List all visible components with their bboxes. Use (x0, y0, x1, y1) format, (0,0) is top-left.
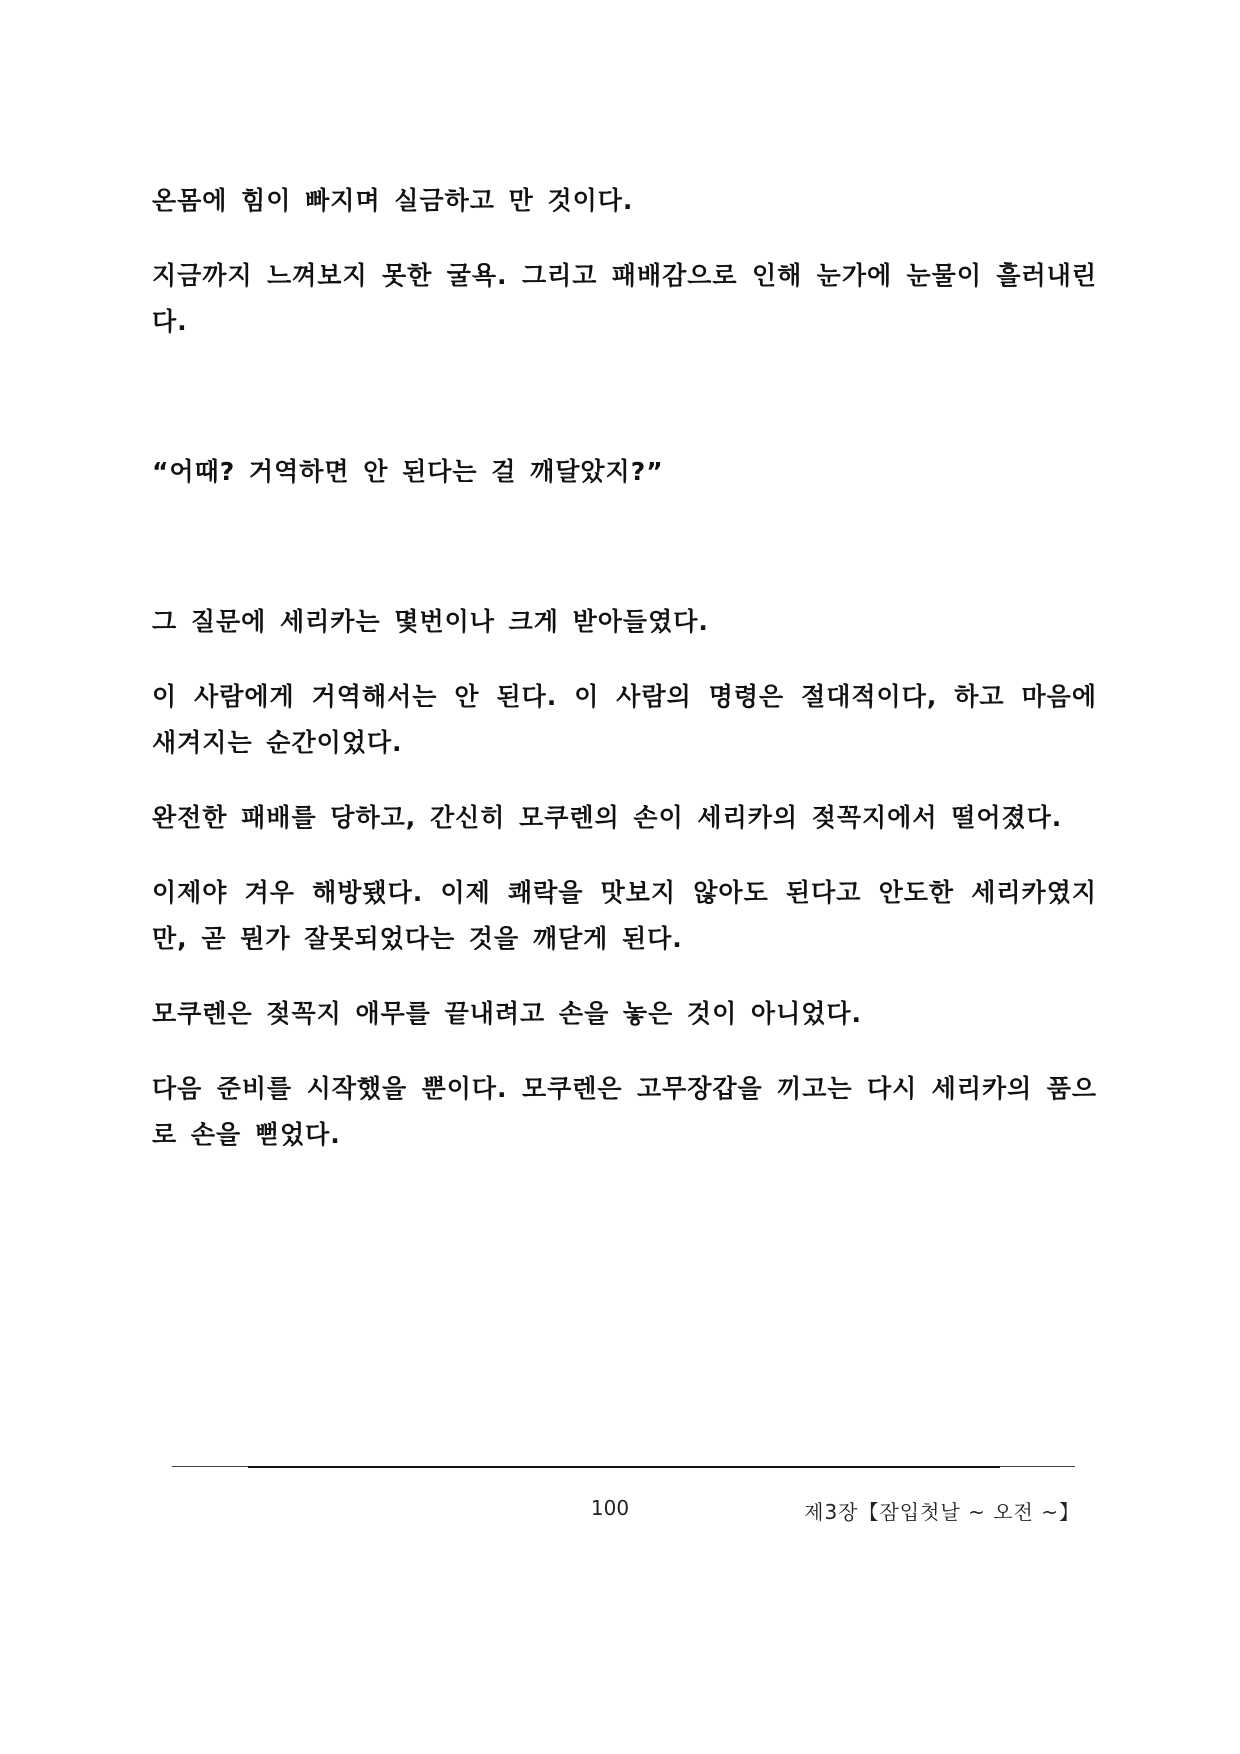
footer-divider-accent (248, 1466, 1000, 1468)
paragraph: 모쿠렌은 젖꼭지 애무를 끝내려고 손을 놓은 것이 아니었다. (152, 999, 863, 1028)
page-number: 100 (590, 1496, 630, 1520)
blank-line (152, 374, 1097, 420)
paragraph: 이 사람에게 거역해서는 안 된다. 이 사람의 명령은 절대적이다, 하고 마음에 새겨지는 순간이었다. (152, 682, 1097, 757)
paragraph: 온몸에 힘이 빠지며 실금하고 만 것이다. (152, 186, 634, 215)
dialogue-paragraph: “어때? 거역하면 안 된다는 걸 깨달았지?” (152, 457, 664, 486)
chapter-title: 제3장【잠입첫날 ~ 오전 ~】 (804, 1500, 1080, 1524)
paragraph: 그 질문에 세리카는 몇번이나 크게 받아들였다. (152, 607, 709, 636)
paragraph: 다음 준비를 시작했을 뿐이다. 모쿠렌은 고무장갑을 끼고는 다시 세리카의 품으로 손을 뻗었다. (152, 1074, 1097, 1149)
body-text (152, 178, 1097, 1187)
blank-line (152, 524, 1097, 570)
paragraph: 이제야 겨우 해방됐다. 이제 쾌락을 맛보지 않아도 된다고 안도한 세리카였지만, 곧 뭔가 잘못되었다는 것을 깨닫게 된다. (152, 878, 1097, 953)
paragraph: 지금까지 느껴보지 못한 굴욕. 그리고 패배감으로 인해 눈가에 눈물이 흘러내린다. (152, 261, 1097, 336)
paragraph: 완전한 패배를 당하고, 간신히 모쿠렌의 손이 세리카의 젖꼭지에서 떨어졌다. (152, 803, 1063, 832)
